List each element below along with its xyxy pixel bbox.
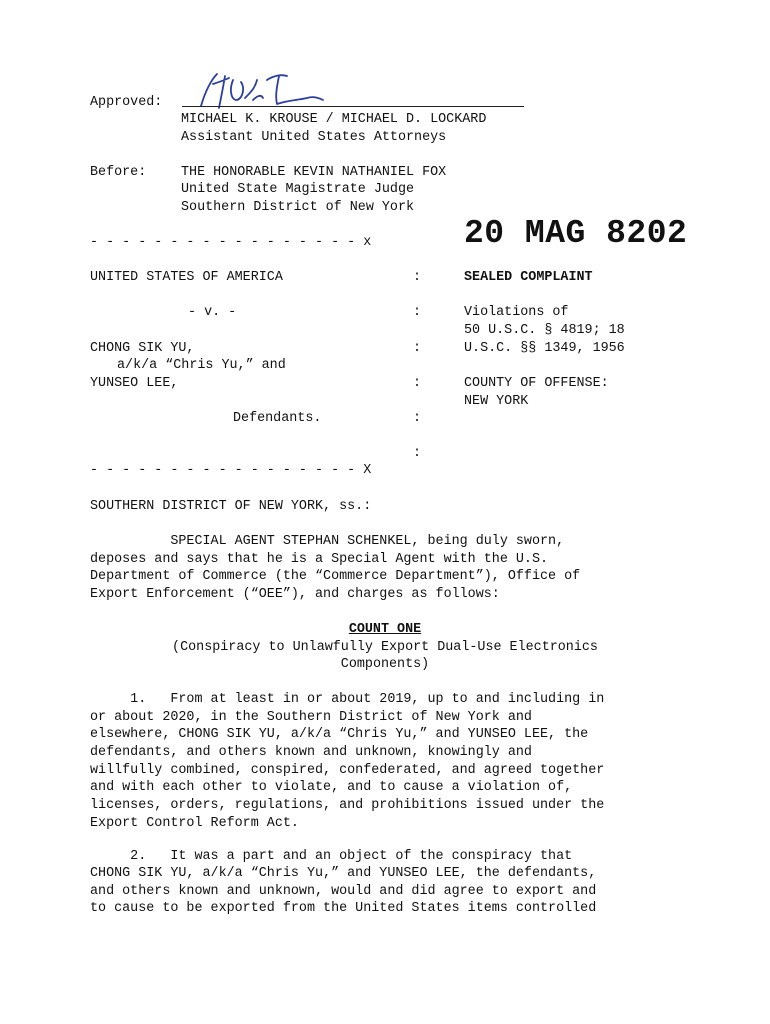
violations-line: U.S.C. §§ 1349, 1956 (464, 341, 625, 356)
paragraph-1-line: elsewhere, CHONG SIK YU, a/k/a “Chris Yu,” and YUNSEO LEE, the (90, 727, 589, 742)
caption-colon: : (413, 305, 422, 320)
paragraph-1-line: 1. From at least in or about 2019, up to and including in (90, 692, 605, 707)
defendants-label: Defendants. (233, 411, 322, 426)
intro-line: SPECIAL AGENT STEPHAN SCHENKEL, being duly sworn, (90, 534, 565, 549)
paragraph-1-line: defendants, and others known and unknown, knowingly and (90, 745, 532, 760)
intro-line: Export Enforcement (“OEE”), and charges as follows: (90, 587, 500, 602)
case-number: 20 MAG 8202 (464, 215, 688, 252)
caption-rule-top: - - - - - - - - - - - - - - - - - x (90, 235, 372, 250)
paragraph-1-line: licenses, orders, regulations, and prohibitions issued under the (90, 798, 605, 813)
caption-colon: : (413, 411, 422, 426)
paragraph-1-line: and with each other to violate, and to cause a violation of, (90, 780, 573, 795)
versus: - v. - (188, 305, 237, 320)
complaint-title: SEALED COMPLAINT (464, 270, 593, 285)
caption-colon: : (413, 270, 422, 285)
paragraph-2-line: and others known and unknown, would and did agree to export and (90, 884, 597, 899)
before-label: Before: (90, 165, 147, 180)
paragraph-2-line: to cause to be exported from the United States items controlled (90, 901, 597, 916)
approved-label: Approved: (90, 95, 163, 110)
defendant-1-alias: a/k/a “Chris Yu,” and (117, 358, 286, 373)
caption-colon: : (413, 446, 422, 461)
attorney-names: MICHAEL K. KROUSE / MICHAEL D. LOCKARD (181, 112, 487, 127)
count-subtitle: Components) (340, 657, 430, 672)
count-heading: COUNT ONE (348, 622, 422, 637)
signature-line (182, 106, 524, 107)
judge-name: THE HONORABLE KEVIN NATHANIEL FOX (181, 165, 447, 180)
paragraph-2-line: CHONG SIK YU, a/k/a “Chris Yu,” and YUNSEO LEE, the defendants, (90, 866, 597, 881)
intro-line: deposes and says that he is a Special Agent with the U.S. (90, 552, 549, 567)
judge-title: United State Magistrate Judge (181, 182, 415, 197)
caption-rule-bottom: - - - - - - - - - - - - - - - - - X (90, 463, 372, 478)
plaintiff: UNITED STATES OF AMERICA (90, 270, 283, 285)
paragraph-1-line: or about 2020, in the Southern District of New York and (90, 710, 532, 725)
violations-line: Violations of (464, 305, 569, 320)
county-label: COUNTY OF OFFENSE: (464, 376, 609, 391)
caption-colon: : (413, 341, 422, 356)
violations-line: 50 U.S.C. § 4819; 18 (464, 323, 625, 338)
paragraph-2-line: 2. It was a part and an object of the conspiracy that (90, 849, 573, 864)
count-subtitle: (Conspiracy to Unlawfully Export Dual-Use Electronics (172, 640, 598, 655)
paragraph-1-line: Export Control Reform Act. (90, 816, 299, 831)
venue: SOUTHERN DISTRICT OF NEW YORK, ss.: (90, 499, 372, 514)
caption-colon: : (413, 376, 422, 391)
attorney-title: Assistant United States Attorneys (181, 130, 447, 145)
judge-district: Southern District of New York (181, 200, 415, 215)
paragraph-1-line: willfully combined, conspired, confederated, and agreed together (90, 763, 605, 778)
intro-line: Department of Commerce (the “Commerce Department”), Office of (90, 569, 581, 584)
defendant-1: CHONG SIK YU, (90, 341, 195, 356)
defendant-2: YUNSEO LEE, (90, 376, 179, 391)
county-value: NEW YORK (464, 394, 529, 409)
